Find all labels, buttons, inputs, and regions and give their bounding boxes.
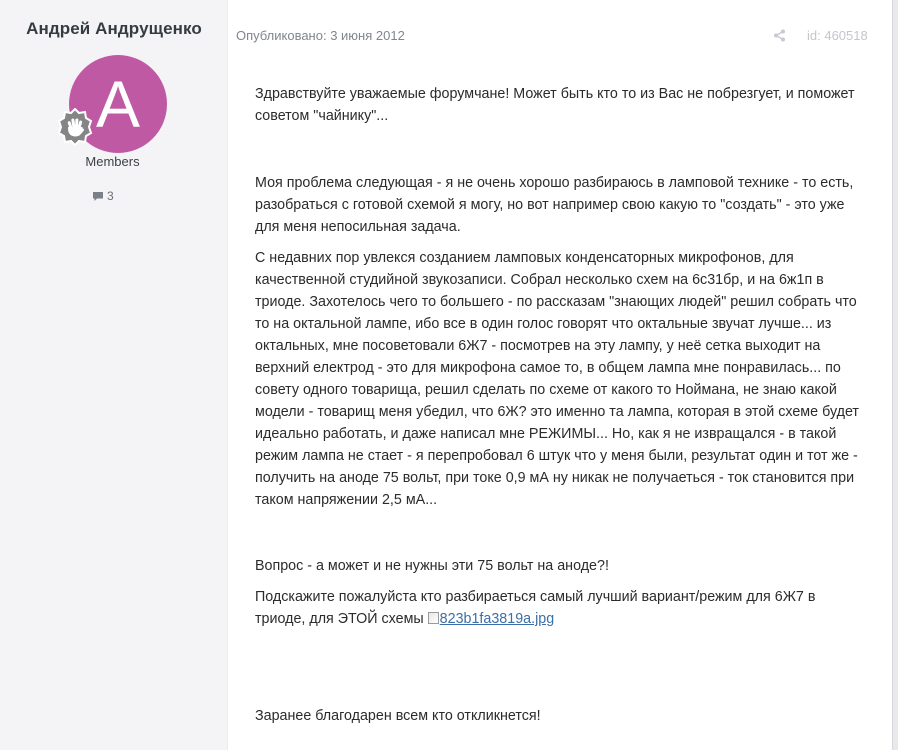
member-group-label: Members xyxy=(85,154,140,169)
author-panel xyxy=(0,0,228,750)
spacer xyxy=(255,630,867,705)
post-paragraph-text: Подскажите пожалуйста кто разбираеться самый лучший вариант/режим для 6Ж7 в триоде, для ЭТОЙ схемы xyxy=(255,589,816,627)
post-paragraph: Заранее благодарен всем кто откликнется! xyxy=(255,708,541,724)
attachment-link[interactable] xyxy=(428,611,555,627)
author-name-link[interactable]: Андрей Андрущенко xyxy=(26,19,202,38)
hand-wave-icon xyxy=(56,108,94,146)
post-count[interactable] xyxy=(92,189,114,203)
published-date: Опубликовано: 3 июня 2012 xyxy=(236,28,405,43)
post-paragraph: Вопрос - а может и не нужны эти 75 вольт на аноде?! xyxy=(255,558,609,574)
post-id-link[interactable]: id: 460518 xyxy=(807,28,868,43)
spacer xyxy=(255,127,867,172)
post-paragraph: С недавних пор увлекся созданием ламповых конденсаторных микрофонов, для качественной студийной звукозаписи. Собрал несколько схем на 6с31бр, и на 6ж1п в триоде. Захотелось чего то большего - по рассказам "знающих людей" решил собрать что то на октальной лампе, ибо все в один голос говорят что октальные звучат лучше... из октальных, мне посоветовали 6Ж7 - посмотрев на эту лампу, у неё сетка выходит на верхний електрод - это для микрофона самое то, в общем лампа мне понравилась... по совету одного товарища, решил сделать по схеме от какого то Ноймана, не знаю какой модели - товарищ меня убедил, что 6Ж? это именно та лампа, которая в этой схеме будет идеально работать, и даже написал мне РЕЖИМЫ... Но, как я не извращался - в такой режим лампа не стает - я перепробовал 6 штук что у меня были, результат один и тот же - получить на аноде 75 вольт, при токе 0,9 мА ну никак не получаеться - ток становится при таком напряжении 2,5 мА... xyxy=(255,250,859,508)
comment-icon xyxy=(92,191,104,202)
attachment-filename: 823b1fa3819a.jpg xyxy=(439,611,555,627)
post-paragraph: Здравствуйте уважаемые форумчане! Может быть кто то из Вас не побрезгует, и поможет советом "чайнику"... xyxy=(255,86,855,124)
spacer xyxy=(255,511,867,555)
spacer xyxy=(255,577,867,586)
broken-image-icon xyxy=(428,612,439,624)
post-paragraph: Моя проблема следующая - я не очень хорошо разбираюсь в ламповой технике - то есть, разобраться с готовой схемой я могу, но вот например свою какую то "создать" - это уже для меня непосильная задача. xyxy=(255,175,854,235)
post-paragraph xyxy=(255,586,867,630)
post-content xyxy=(255,83,867,727)
avatar[interactable]: A xyxy=(69,55,167,153)
spacer xyxy=(255,238,867,247)
post-count-value: 3 xyxy=(107,189,114,203)
share-icon[interactable] xyxy=(773,29,786,42)
